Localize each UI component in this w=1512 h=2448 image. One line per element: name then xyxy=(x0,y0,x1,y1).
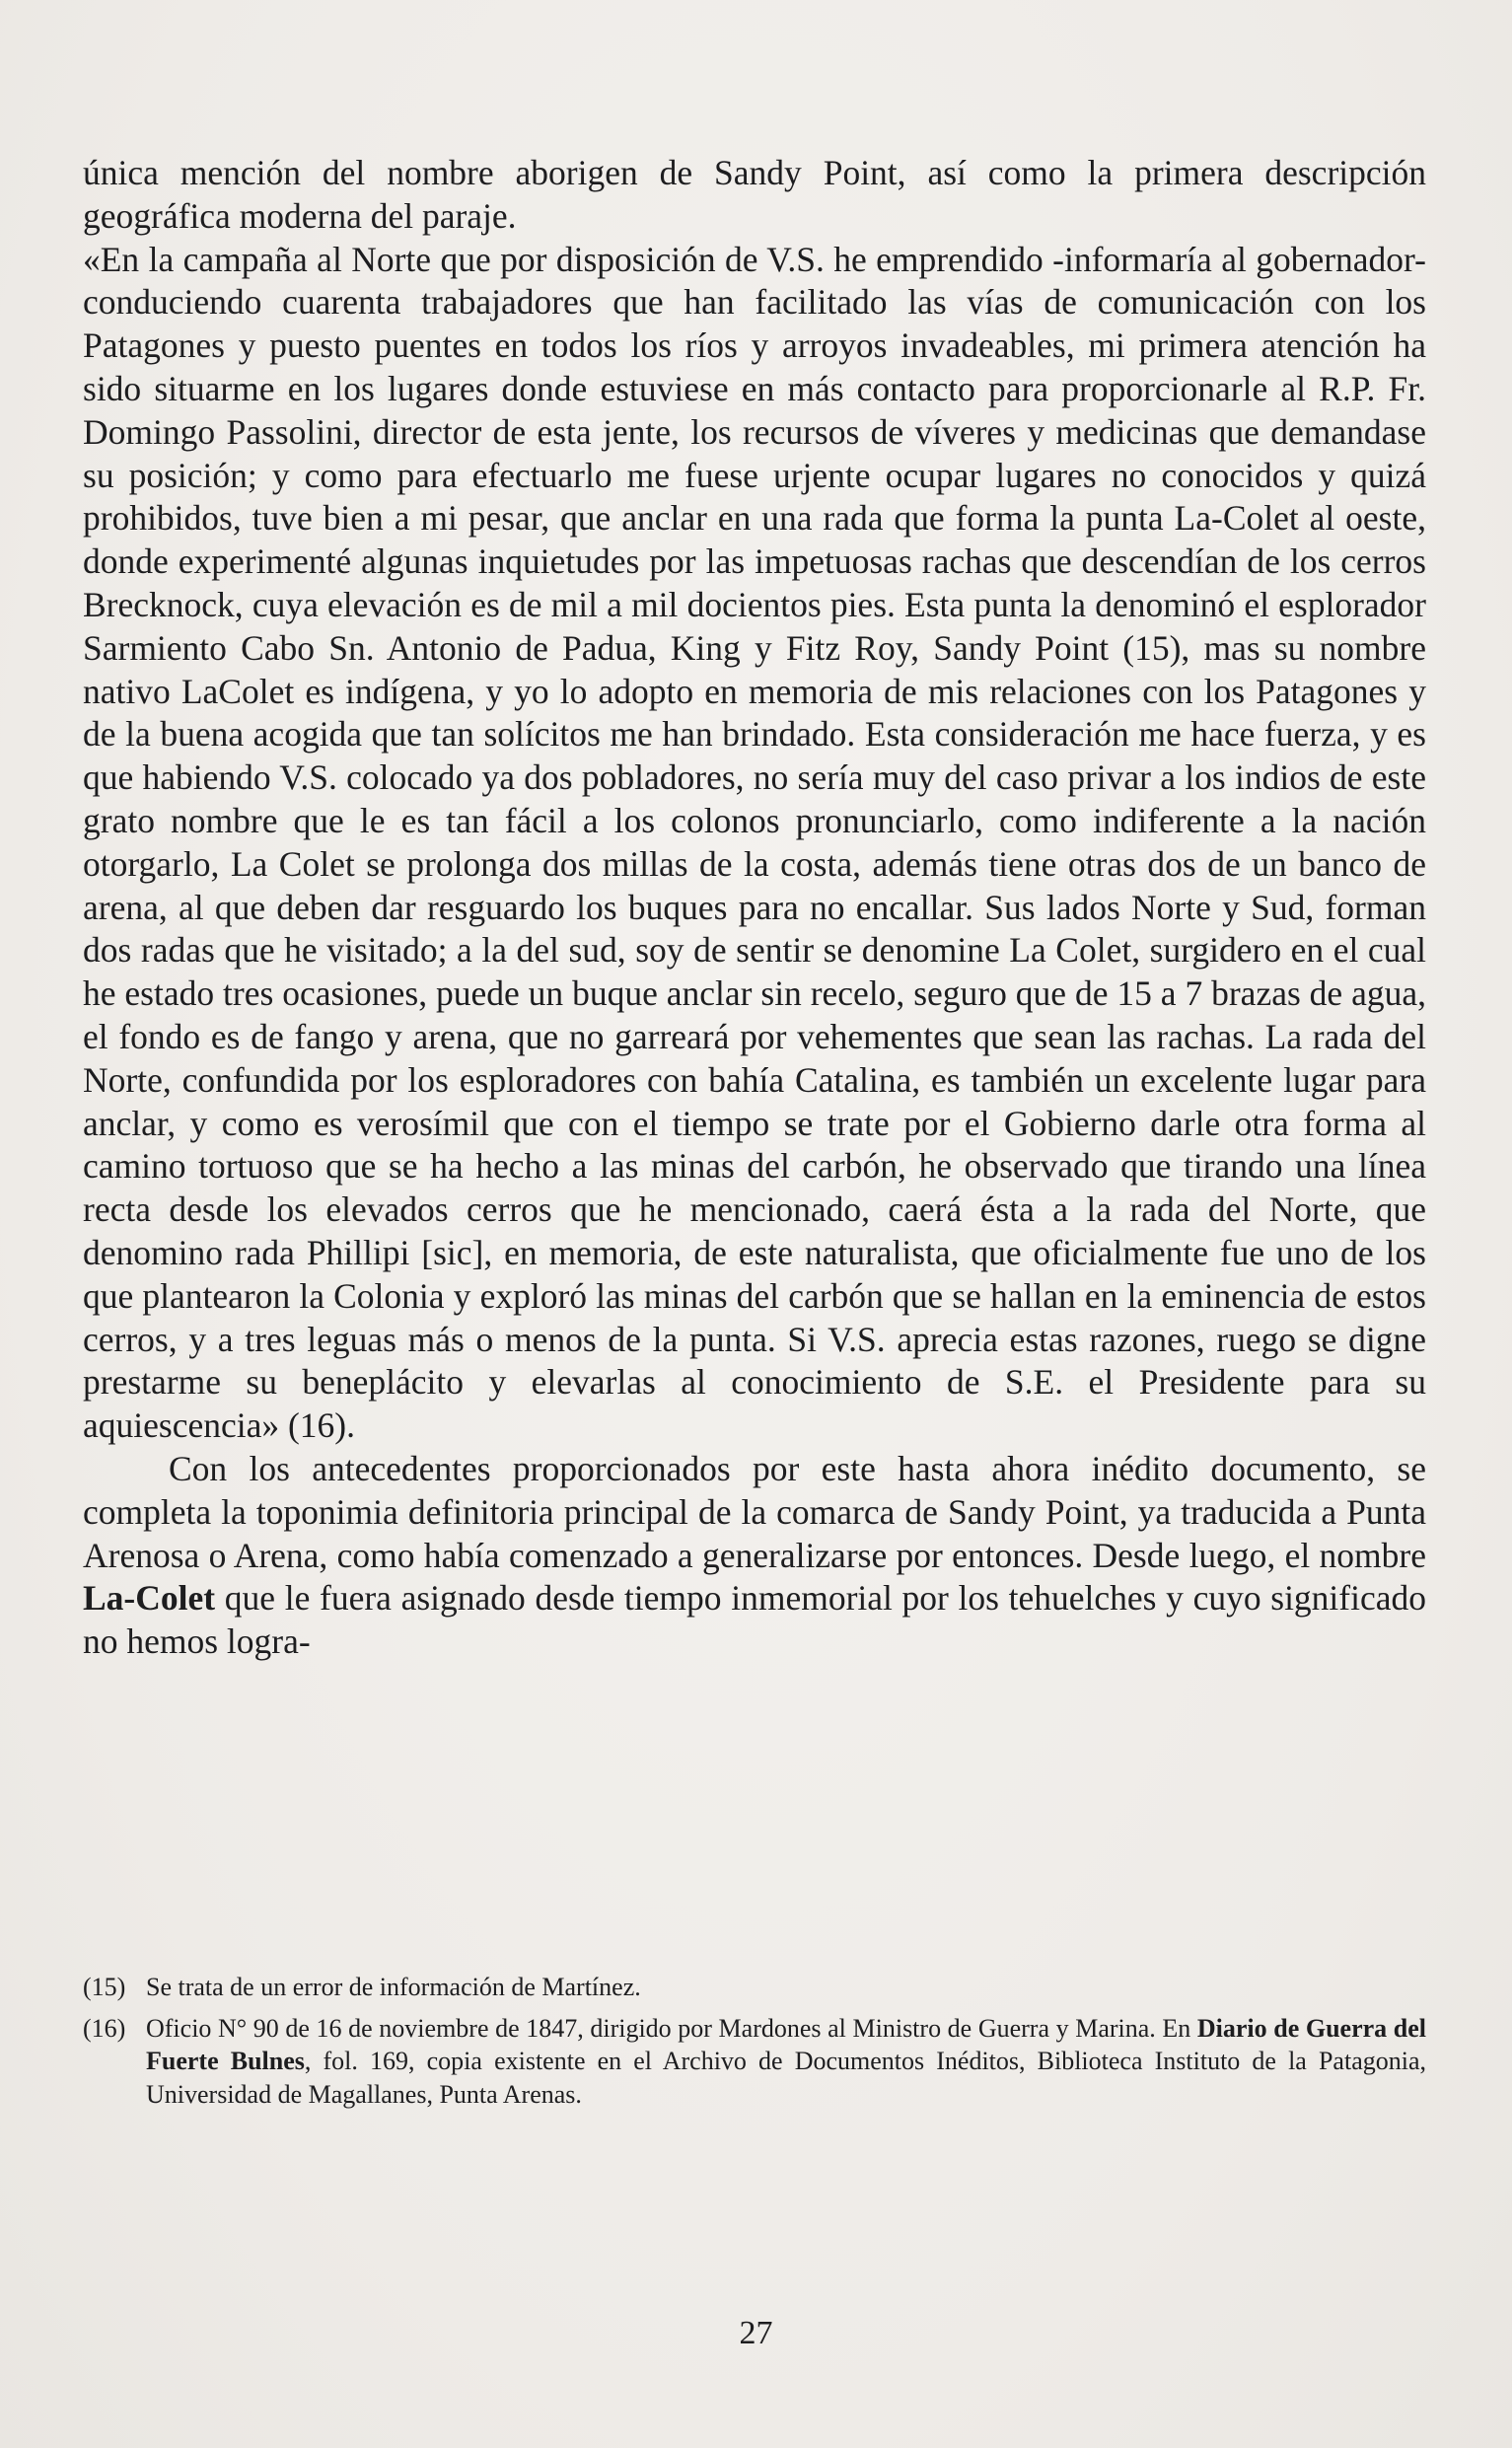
footnote-bold-title: Diario de Guerra del Fuerte Bulnes xyxy=(146,2013,1426,2075)
footnote-text xyxy=(146,2012,1426,2112)
body-text xyxy=(83,152,1426,1664)
footnote-text xyxy=(146,1971,1426,2004)
footnote-text-end: , fol. 169, copia existente en el Archivo de Documentos Inéditos, Biblioteca Instituto de la Patagonia, Universidad de Magallanes, Punta Arenas. xyxy=(146,2047,1426,2109)
footnote-number: (15) xyxy=(83,1973,126,2001)
footnote-number: (16) xyxy=(83,2013,126,2043)
la-colet-bold-term: La-Colet xyxy=(83,1578,216,1619)
paragraph-quote: «En la campaña al Norte que por disposición de V.S. he emprendido -informaría al gobernador- conduciendo cuarenta trabajadores que han facilitado las vías de comunicación con los Patagones y puesto puentes en todos los ríos y arroyos invadeables, mi primera atención ha sido situarme en los lugares donde estuviese en más contacto para proporcionarle al R.P. Fr. Domingo Passolini, director de esta jente, los recursos de víveres y medicinas que demandase su posición; y como para efectuarlo me fuese urjente ocupar lugares no conocidos y quizá prohibidos, tuve bien a mi pesar, que anclar en una rada que forma la punta La-Colet al oeste, donde experimenté algunas inquietudes por las impetuosas rachas que descendían de los cerros Brecknock, cuya elevación es de mil a mil docientos pies. Esta punta la denominó el esplorador Sarmiento Cabo Sn. Antonio de Padua, King y Fitz Roy, Sandy Point (15), mas su nombre nativo LaColet es indígena, y yo lo adopto en memoria de mis relaciones con los Patagones y de la buena acogida que tan solícitos me han brindado. Esta consideración me hace fuerza, y es que habiendo V.S. colocado ya dos pobladores, no sería muy del caso privar a los indios de este grato nombre que le es tan fácil a los colonos pronunciarlo, como indiferente a la nación otorgarlo, La Colet se prolonga dos millas de la costa, además tiene otras dos de un banco de arena, al que deben dar resguardo los buques para no encallar. Sus lados Norte y Sud, forman dos radas que he visitado; a la del sud, soy de sentir se denomine La Colet, surgidero en el cual he estado tres ocasiones, puede un buque anclar sin recelo, seguro que de 15 a 7 brazas de agua, el fondo es de fango y arena, que no garreará por vehementes que sean las rachas. La rada del Norte, confundida por los esploradores con bahía Catalina, es también un excelente lugar para anclar, y como es verosímil que con el tiempo se trate por el Gobierno darle otra forma al camino tortuoso que se ha hecho a las minas del carbón, he observado que tirando una línea recta desde los elevados cerros que he mencionado, caerá ésta a la rada del Norte, que denomino rada Phillipi [sic], en memoria, de este naturalista, que oficialmente fue uno de los que plantearon la Colonia y exploró las minas del carbón que se hallan en la eminencia de estos cerros, y a tres leguas más o menos de la punta. Si V.S. aprecia estas razones, ruego se digne prestarme su beneplácito y elevarlas al conocimiento de S.E. el Presidente para su aquiescencia» (16). xyxy=(83,239,1426,1446)
footnote-text-start: Oficio N° 90 de 16 de noviembre de 1847, dirigido por Mardones al Ministro de Guerra y Marina. En xyxy=(146,2013,1197,2043)
page-number: 27 xyxy=(739,2315,773,2351)
paragraph-conclusion-text-end: que le fuera asignado desde tiempo inmemorial por los tehuelches y cuyo significado no hemos logra- xyxy=(83,1578,1426,1662)
paragraph-continuation: única mención del nombre aborigen de Sandy Point, así como la primera descripción geográfica moderna del paraje. xyxy=(83,153,1426,236)
paragraph-conclusion-text-start: Con los antecedentes proporcionados por este hasta ahora inédito documento, se completa la toponimia definitoria principal de la comarca de Sandy Point, ya traducida a Punta Arenosa o Arena, como había comenzado a generalizarse por entonces. Desde luego, el nombre xyxy=(83,1448,1426,1575)
footnote-16 xyxy=(83,2012,1426,2112)
paragraph-conclusion xyxy=(83,1448,1426,1664)
footnote-15 xyxy=(83,1971,1426,2004)
footnotes xyxy=(83,1971,1426,2119)
footnote-text-start: Se trata de un error de información de Martínez. xyxy=(146,1973,641,2001)
